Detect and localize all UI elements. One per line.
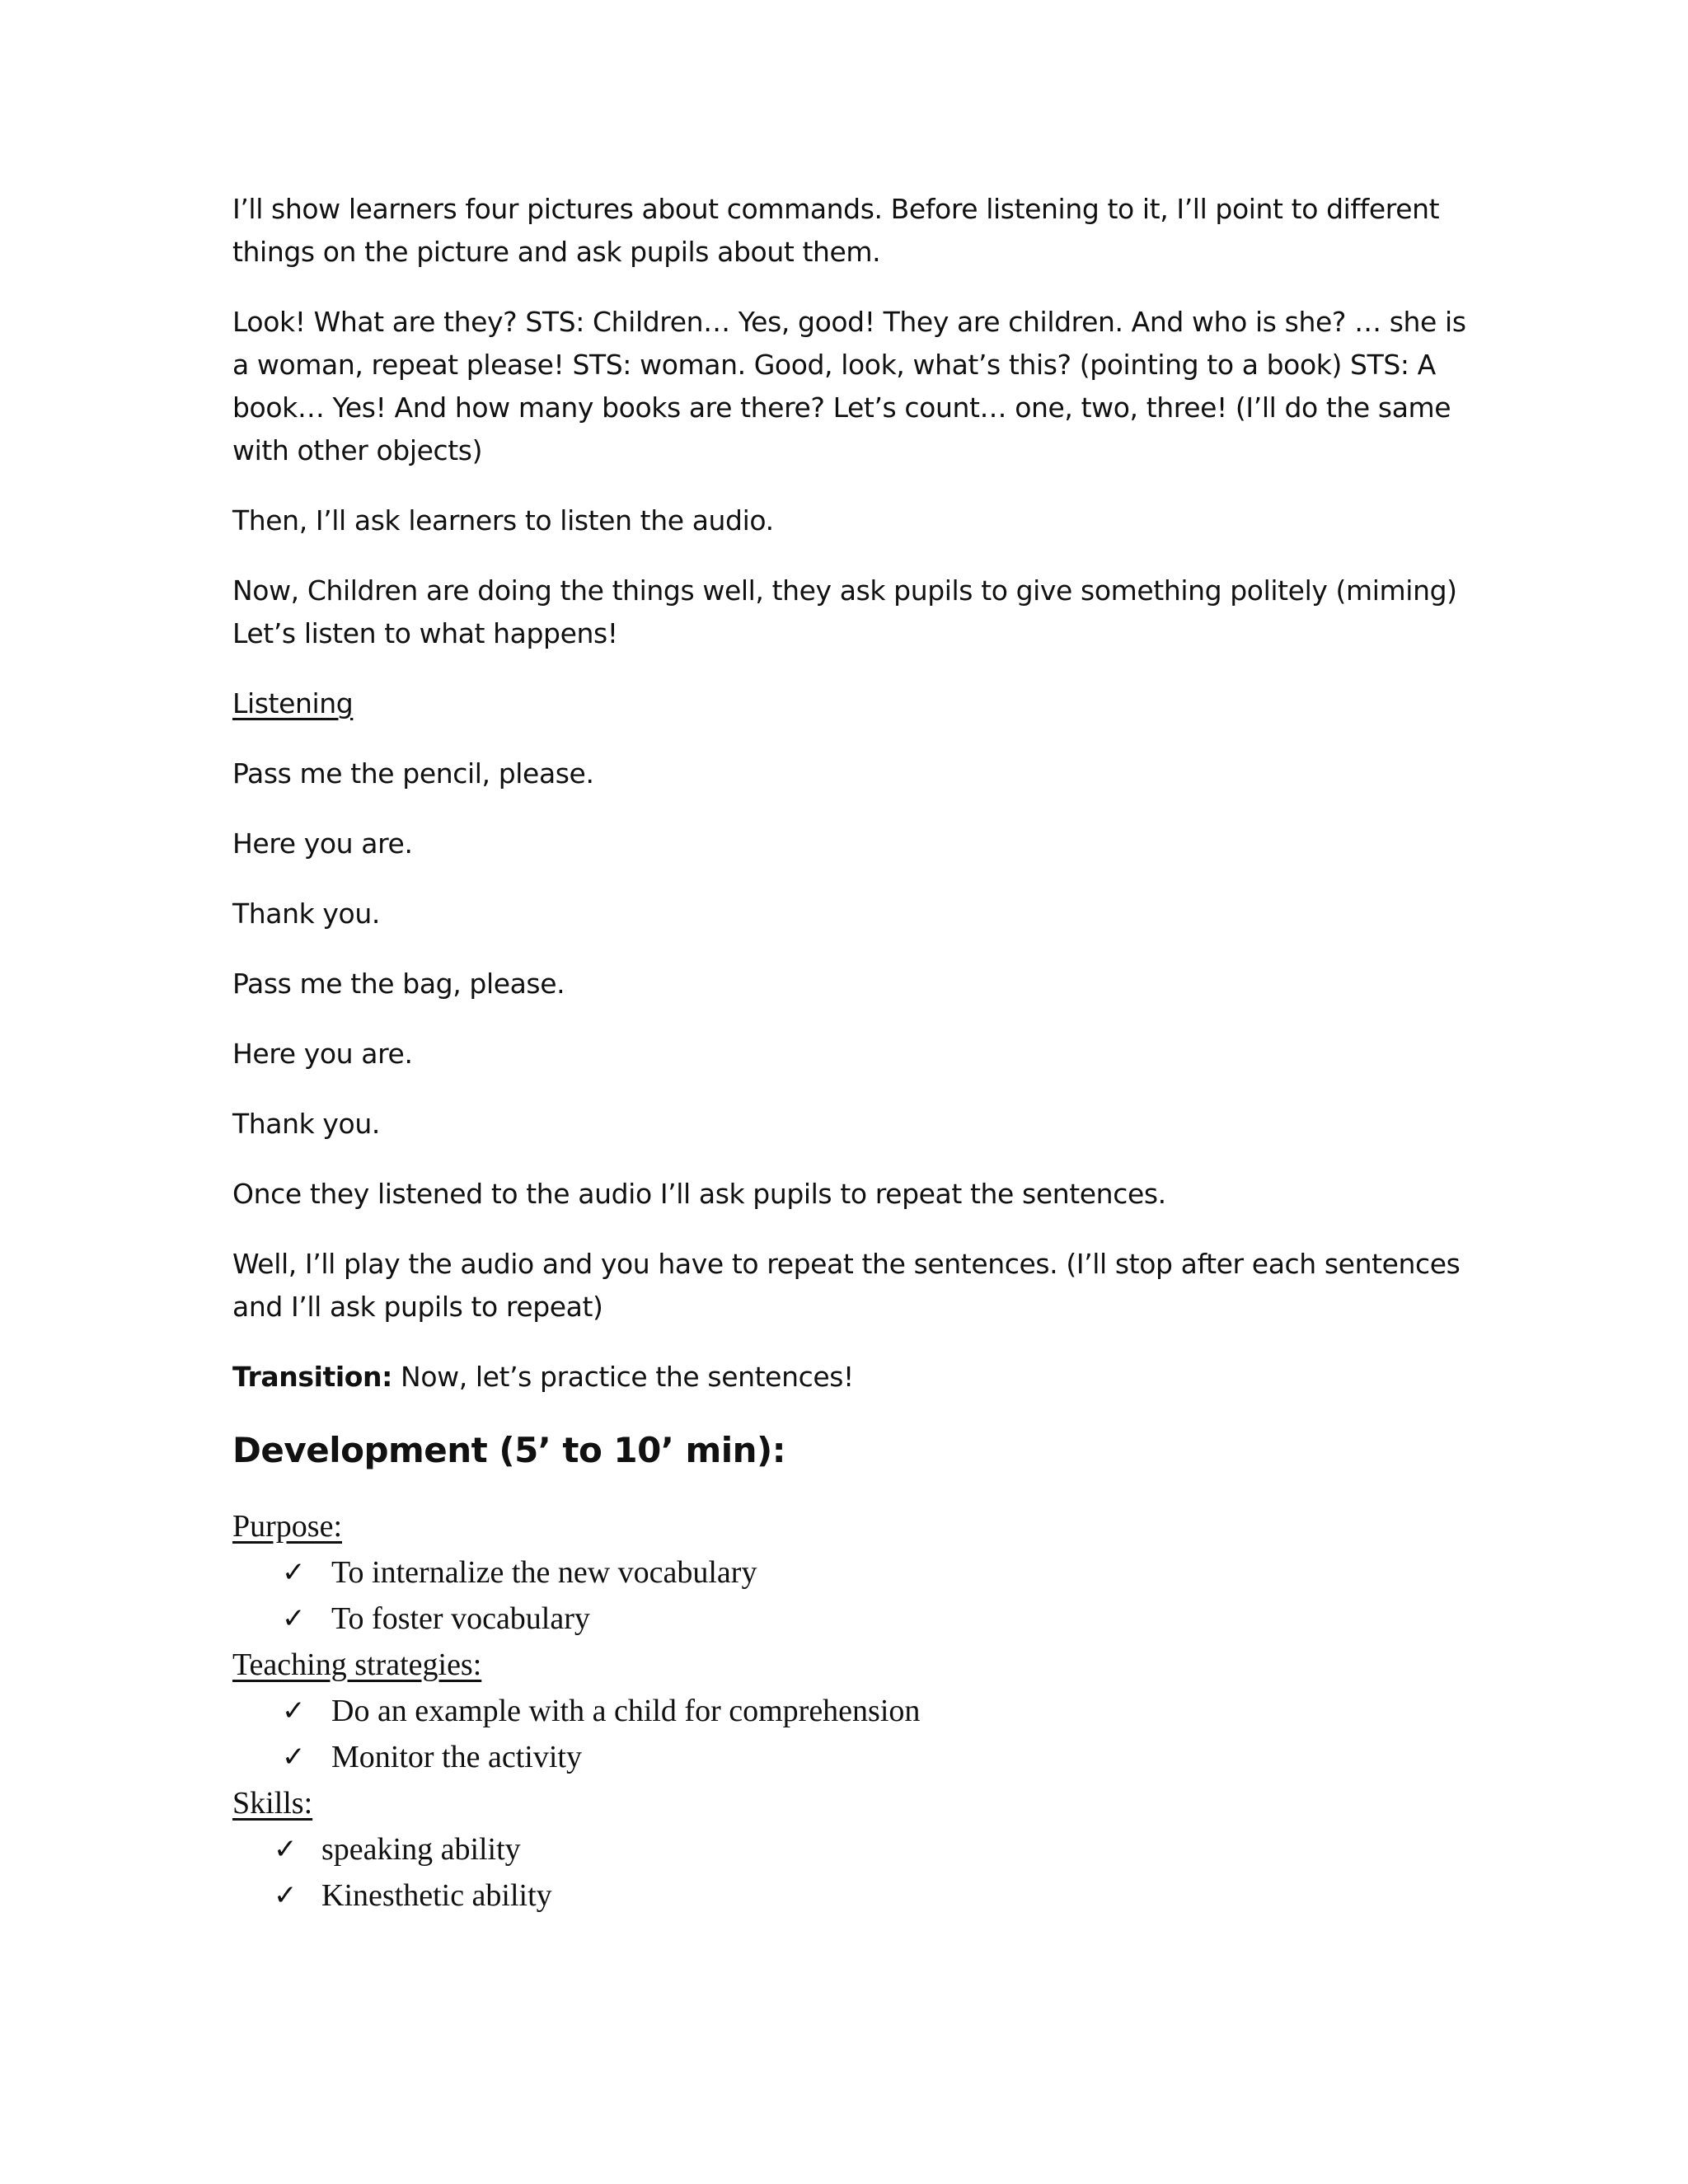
listening-line: Thank you. — [232, 898, 380, 930]
listening-line: Pass me the bag, please. — [232, 968, 565, 1000]
transition-label: Transition: — [232, 1361, 392, 1393]
checkmark-icon: ✓ — [274, 1833, 298, 1866]
list-item — [232, 1596, 1469, 1642]
listening-line: Here you are. — [232, 827, 413, 860]
list-item — [232, 1549, 1469, 1596]
list-item — [232, 1688, 1469, 1734]
transition-paragraph — [232, 1356, 1469, 1399]
document-body — [232, 188, 1469, 1919]
development-details — [232, 1503, 1469, 1919]
intro-paragraph-3: Then, I’ll ask learners to listen the audio. — [232, 504, 774, 537]
list-item — [232, 1734, 1469, 1780]
teaching-strategies-label: Teaching strategies: — [232, 1647, 482, 1682]
checkmark-icon: ✓ — [282, 1694, 306, 1727]
teaching-strategies-list — [232, 1688, 1469, 1780]
listening-line: Pass me the pencil, please. — [232, 757, 594, 790]
list-item-text: Monitor the activity — [331, 1740, 582, 1774]
purpose-list — [232, 1549, 1469, 1642]
checkmark-icon: ✓ — [282, 1602, 306, 1635]
intro-paragraph-4: Now, Children are doing the things well, they ask pupils to give something politely (miming) Let’s listen to what happens! — [232, 574, 1457, 649]
listening-label: Listening — [232, 687, 354, 719]
skills-label: Skills: — [232, 1786, 313, 1821]
checkmark-icon: ✓ — [274, 1879, 298, 1912]
list-item-text: To internalize the new vocabulary — [331, 1555, 757, 1590]
list-item-text: Do an example with a child for comprehension — [331, 1694, 921, 1728]
intro-paragraph-1: I’ll show learners four pictures about commands. Before listening to it, I’ll point to different things on the picture and ask pupils about them. — [232, 193, 1440, 268]
transition-text: Now, let’s practice the sentences! — [392, 1361, 854, 1393]
intro-paragraph-2: Look! What are they? STS: Children… Yes, good! They are children. And who is she? … she is a woman, repeat please! STS: woman. Good, look, what’s this? (pointing to a book) STS: A book… Yes! And how many books are there? Let’s count… one, two, three! (I’ll do the same with other objects) — [232, 306, 1466, 466]
list-item — [232, 1872, 1469, 1919]
development-heading: Development (5’ to 10’ min): — [232, 1430, 786, 1470]
list-item-text: Kinesthetic ability — [321, 1878, 552, 1913]
after-listening-paragraph-1: Once they listened to the audio I’ll ask pupils to repeat the sentences. — [232, 1178, 1166, 1210]
listening-line: Thank you. — [232, 1108, 380, 1140]
list-item — [232, 1826, 1469, 1872]
list-item-text: speaking ability — [321, 1832, 521, 1867]
listening-line: Here you are. — [232, 1038, 413, 1070]
purpose-label: Purpose: — [232, 1509, 342, 1544]
skills-list — [232, 1826, 1469, 1919]
checkmark-icon: ✓ — [282, 1741, 306, 1774]
after-listening-paragraph-2: Well, I’ll play the audio and you have to repeat the sentences. (I’ll stop after each sentences and I’ll ask pupils to repeat) — [232, 1248, 1461, 1323]
list-item-text: To foster vocabulary — [331, 1601, 590, 1636]
checkmark-icon: ✓ — [282, 1556, 306, 1589]
